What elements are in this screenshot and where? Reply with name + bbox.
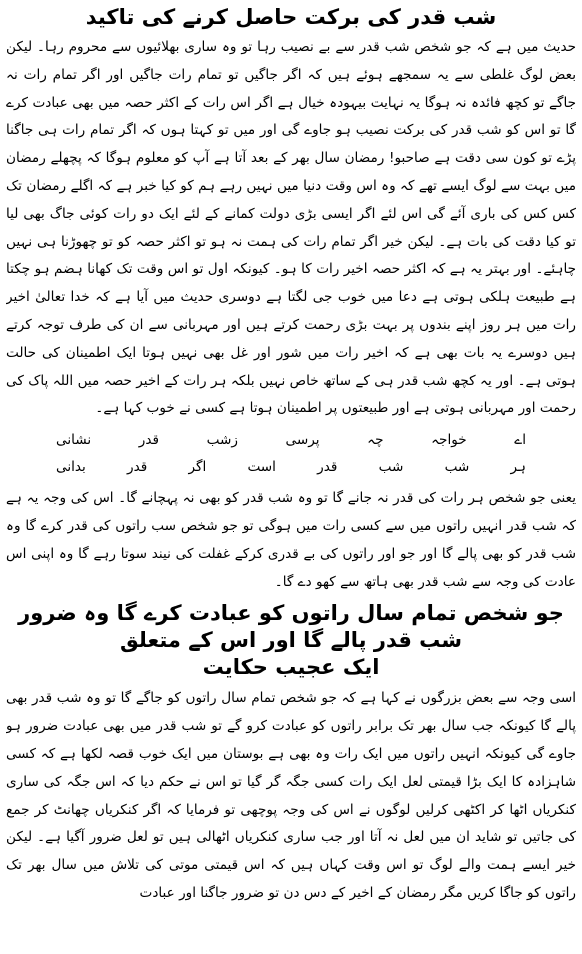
verse-word: نشانی <box>56 432 92 449</box>
verse-line-2 <box>6 454 576 481</box>
verse-word: چہ <box>367 432 384 449</box>
verse-word: قدر <box>127 459 148 476</box>
section-heading-story <box>6 600 576 681</box>
paragraph-hadith: حدیث میں ہے کہ جو شخص شب قدر سے بے نصیب رہا تو وہ ساری بھلائیوں سے محروم رہا۔ لیکن بعض لوگ غلطی سے یہ سمجھے ہوئے ہیں کہ اگر جاگیں تو تمام رات جاگیں اور اگر تمام رات نہ جاگے تو کچھ فائدہ نہ ہوگا یہ نہایت بیہودہ خیال ہے اگر اس رات کے اکثر حصہ میں بھی عبادت کرے گا تو اس کو شب قدر کی برکت نصیب ہو جاوے گی اور میں تو کہتا ہوں کہ اگر تمام رات ہی جاگنا پڑے تو کون سی دقت ہے صاحبو! رمضان سال بھر کے بعد آتا ہے آپ کو معلوم ہوگا کہ پچھلے رمضان میں بہت سے لوگ ایسے تھے کہ وہ اس وقت دنیا میں نہیں رہے ہم کو کیا خبر ہے کہ اگلے رمضان تک کس کس کی باری آئے گی اس لئے اگر ایسی بڑی دولت کمانے کے لئے ایک دو رات کوئی جاگ بھی لیا تو کیا دقت کی بات ہے۔ لیکن خیر اگر تمام رات کی ہمت نہ ہو تو اکثر حصہ کو تو چھوڑنا ہی نہیں چاہئے۔ اور بہتر یہ ہے کہ اکثر حصہ اخیر رات کا ہو۔ کیونکہ اول تو اس وقت تک کھانا ہضم ہو چکتا ہے طبیعت ہلکی ہوتی ہے دعا میں خوب جی لگتا ہے دوسری حدیث میں آیا ہے کہ خدا تعالیٰ اخیر رات میں ہر روز اپنے بندوں پر بہت بڑی رحمت کرتے ہیں اور مہربانی سے ان کی طرف توجہ کرتے ہیں دوسرے یہ بات بھی ہے کہ اخیر رات میں شور اور غل بھی نہیں ہوتا ایک اطمینان کی حالت ہوتی ہے۔ اور یہ کچھ شب قدر ہی کے ساتھ خاص نہیں بلکہ ہر رات کے اخیر حصہ میں اللہ پاک کی رحمت اور مہربانی ہوتی ہے اور طبیعتوں پر اطمینان ہوتا ہے کسی نے خوب کہا ہے۔ <box>6 39 576 417</box>
paragraph-story: اسی وجہ سے بعض بزرگوں نے کہا ہے کہ جو شخص تمام سال راتوں کو جاگے گا تو وہ شب قدر بھی پالے گا کیونکہ جب سال بھر تک برابر راتوں کو عبادت کرو گے تو شب قدر میں بھی عبادت ضرور ہو جاوے گی کیونکہ انہیں راتوں میں ایک رات وہ بھی ہے بوستان میں ایک خوب قصہ لکھا ہے کہ کسی شاہزادہ کا ایک بڑا قیمتی لعل ایک رات کسی جگہ گر گیا تو اس نے حکم دیا کہ اس جگہ کی ساری کنکریاں اٹھا کر اکٹھی کرلیں لوگوں نے اس کی وجہ پوچھی تو فرمایا کہ اگر کنکریاں چھانٹ کر جمع کی جاتیں تو شاید ان میں لعل نہ آتا اور جب ساری کنکریاں اٹھالی ہیں تو لعل ضرور آگیا ہے۔ لیکن خیر ایسے ہمت والے لوگ تو اس وقت کہاں ہیں کہ اس قیمتی موتی کی تلاش میں سال بھر تک راتوں کو جاگا کریں مگر رمضان کے اخیر کے دس دن تو ضرور جاگنا اور عبادت <box>6 690 576 901</box>
section-heading-laylat-al-qadr: شب قدر کی برکت حاصل کرنے کی تاکید <box>85 5 497 29</box>
verse-word: ہر <box>510 459 526 476</box>
verse-word: شب <box>378 459 404 476</box>
verse-word: است <box>247 459 276 476</box>
paragraph-verse-explanation: یعنی جو شخص ہر رات کی قدر نہ جانے گا تو وہ شب قدر کو بھی نہ پہچانے گا۔ اس کی وجہ یہ ہے کہ شب قدر انہیں راتوں میں سے کسی رات میں ہوگی تو جو شخص سب راتوں کی قدر کرے گا وہ شب قدر کو بھی پالے گا اور جو اور راتوں کی بے قدری کرکے غفلت کی نیند سوتا رہے گا وہ اپنی اس عادت کی وجہ سے شب قدر بھی ہاتھ سے کھو دے گا۔ <box>6 490 576 590</box>
verse-word: خواجہ <box>431 432 467 449</box>
verse-word: اگر <box>188 459 207 476</box>
verse-word: بدانی <box>56 459 86 476</box>
verse-word: شب <box>444 459 470 476</box>
section-heading-story-line-2: ایک عجیب حکایت <box>202 655 380 680</box>
verse-word: اے <box>514 432 526 449</box>
verse-line-1 <box>6 427 576 454</box>
verse-word: پرسی <box>285 432 320 449</box>
verse-word: قدر <box>138 432 159 449</box>
verse-word: زشب <box>206 432 238 449</box>
section-heading-story-line-1: جو شخص تمام سال راتوں کو عبادت کرے گا وہ ضرور شب قدر پالے گا اور اس کے متعلق <box>18 601 564 653</box>
persian-verse <box>6 427 576 481</box>
verse-word: قدر <box>317 459 338 476</box>
document-page <box>6 4 576 950</box>
